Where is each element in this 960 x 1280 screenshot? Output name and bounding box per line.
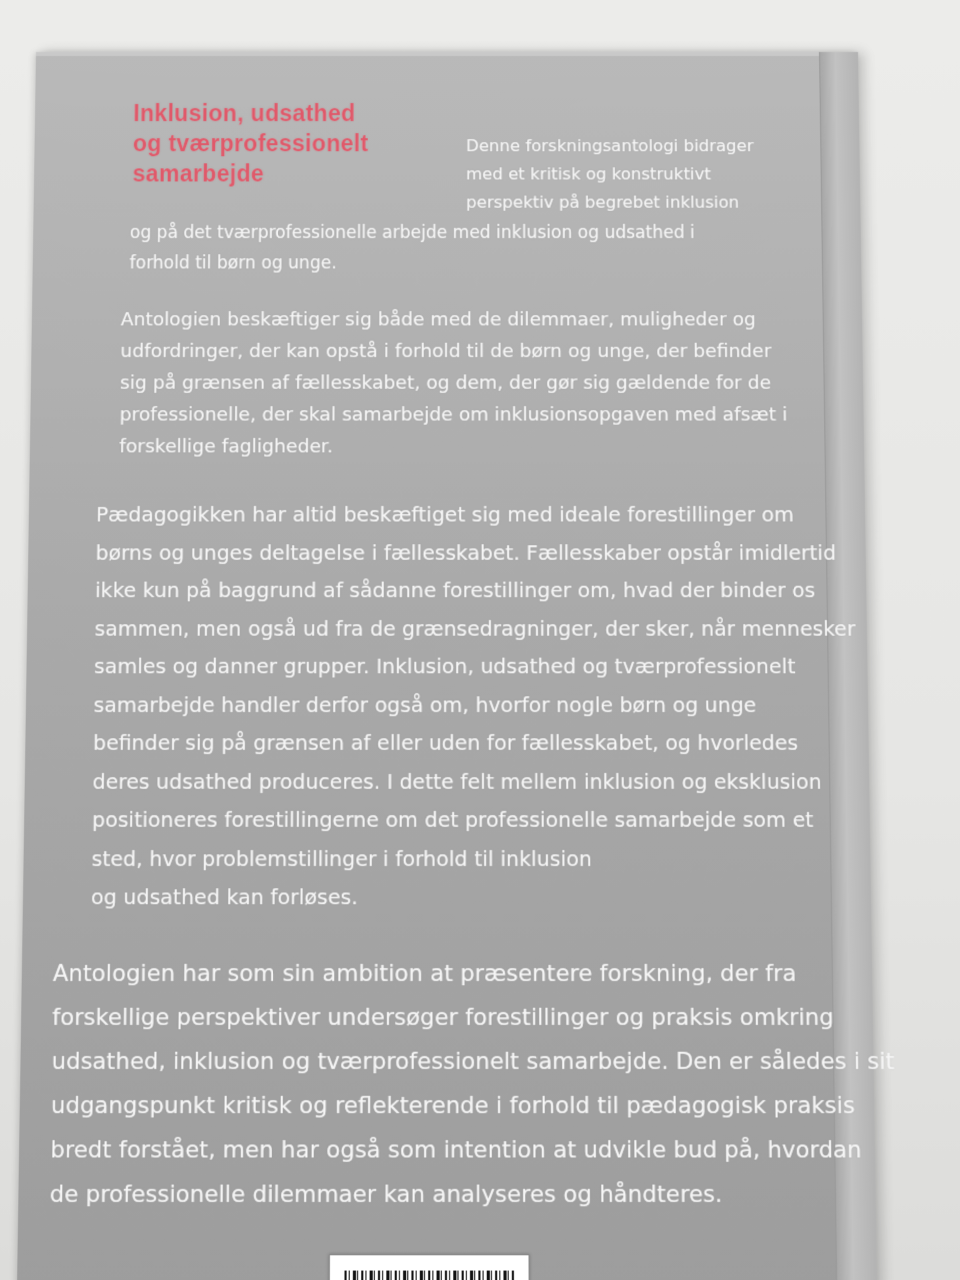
paragraph-line: sted, hvor problemstillinger i forhold til inklusion	[91, 845, 592, 871]
paragraph-line: udsathed, inklusion og tværprofessionelt samarbejde. Den er således i sit	[51, 1048, 895, 1076]
paragraph-3	[49, 952, 895, 1217]
paragraph-line: bredt forstået, men har også som intention at udvikle bud på, hvordan	[50, 1136, 862, 1164]
intro-continuation	[129, 218, 835, 279]
paragraph-line: udfordringer, der kan opstå i forhold til de børn og unge, der befinder	[120, 340, 772, 363]
intro-line: perspektiv på begrebet inklusion	[466, 192, 740, 212]
barcode-label	[328, 1254, 529, 1280]
paragraph-line: positioneres forestillingerne om det professionelle samarbejde som et	[91, 806, 814, 833]
intro-line: Denne forskningsantologi bidrager	[466, 136, 754, 156]
paragraph-line: sammen, men også ud fra de grænsedragninger, der sker, når mennesker	[94, 615, 856, 641]
paragraph-line: ikke kun på baggrund af sådanne forestillinger om, hvad der binder os	[94, 577, 816, 603]
back-cover-text	[16, 52, 895, 1280]
intro-text	[466, 132, 828, 217]
paragraph-line: sig på grænsen af fællesskabet, og dem, der gør sig gældende for de	[119, 372, 772, 394]
paragraph-2	[91, 496, 876, 917]
paragraph-line: udgangspunkt kritisk og reflekterende i forhold til pædagogisk praksis	[50, 1092, 856, 1120]
book-title-line: og tværprofessionelt	[132, 130, 369, 157]
paragraph-line: forskellige perspektiver undersøger forestillinger og praksis omkring	[52, 1004, 834, 1032]
paragraph-line: deres udsathed produceres. I dette felt mellem inklusion og eksklusion	[92, 768, 822, 794]
book-title-line: samarbejde	[132, 160, 265, 187]
paragraph-line: samarbejde handler derfor også om, hvorfor nogle børn og unge	[93, 691, 757, 717]
book-title	[132, 98, 464, 188]
paragraph-1	[119, 304, 891, 463]
intro-line: forhold til børn og unge.	[129, 253, 337, 274]
paragraph-line: Antologien har som sin ambition at præsentere forskning, der fra	[52, 960, 797, 988]
book-title-line: Inklusion, udsathed	[133, 100, 356, 127]
paragraph-line: forskellige fagligheder.	[119, 435, 333, 458]
paragraph-line: de professionelle dilemmaer kan analyseres og håndteres.	[49, 1181, 723, 1209]
intro-line: med et kritisk og konstruktivt	[466, 164, 711, 184]
barcode-icon	[344, 1271, 514, 1280]
paragraph-line: befinder sig på grænsen af eller uden for fællesskabet, og hvorledes	[92, 729, 799, 756]
paragraph-line: og udsathed kan forløses.	[90, 884, 358, 910]
intro-line: og på det tværprofessionelle arbejde med inklusion og udsathed i	[129, 222, 695, 244]
paragraph-line: Pædagogikken har altid beskæftiget sig med ideale forestillinger om	[95, 501, 795, 527]
book-back-cover	[16, 52, 895, 1280]
paragraph-line: professionelle, der skal samarbejde om inklusionsopgaven med afsæt i	[119, 404, 788, 426]
paragraph-line: samles og danner grupper. Inklusion, udsathed og tværprofessionelt	[93, 653, 796, 679]
paragraph-line: Antologien beskæftiger sig både med de dilemmaer, muligheder og	[120, 309, 756, 331]
paragraph-line: børns og unges deltagelse i fællesskabet. Fællesskaber opstår imidlertid	[95, 539, 837, 565]
